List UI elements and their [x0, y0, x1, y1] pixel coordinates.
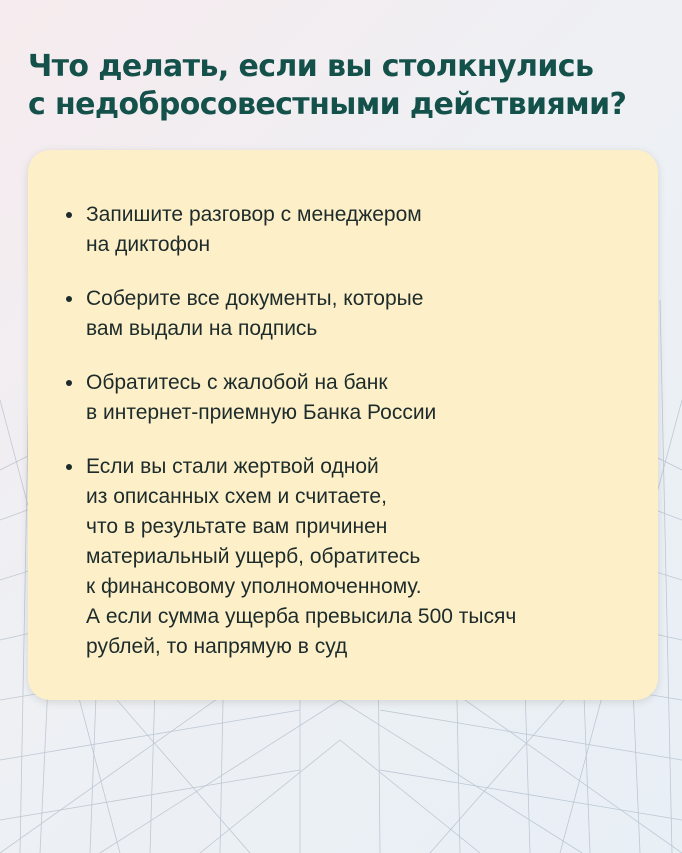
text-line: к финансовому уполномоченному.	[86, 575, 422, 598]
page-title	[28, 48, 668, 124]
page-title-line-2: с недобросовестными действиями?	[28, 87, 627, 122]
text-line: в интернет-приемную Банка России	[86, 401, 437, 424]
text-line: что в результате вам причинен	[86, 515, 388, 538]
list-item-collect-documents	[66, 284, 636, 344]
text-line: на диктофон	[86, 233, 211, 256]
text-line: А если сумма ущерба превысила 500 тысяч	[86, 605, 517, 628]
bullet-icon	[66, 212, 72, 218]
list-item-text	[86, 284, 636, 344]
list-item-record-conversation	[66, 200, 636, 260]
list-item-text	[86, 200, 636, 260]
bullet-icon	[66, 296, 72, 302]
text-line: Соберите все документы, которые	[86, 287, 424, 310]
text-line: из описанных схем и считаете,	[86, 485, 387, 508]
text-line: материальный ущерб, обратитесь	[86, 545, 421, 568]
advice-card	[28, 150, 658, 700]
list-item-text	[86, 452, 636, 662]
bullet-icon	[66, 380, 72, 386]
text-line: рублей, то напрямую в суд	[86, 635, 348, 658]
list-item-financial-ombudsman	[66, 452, 636, 662]
text-line: Если вы стали жертвой одной	[86, 455, 379, 478]
advice-list	[66, 200, 636, 686]
text-line: вам выдали на подпись	[86, 317, 318, 340]
bullet-icon	[66, 464, 72, 470]
list-item-text	[86, 368, 636, 428]
list-item-file-complaint	[66, 368, 636, 428]
page-title-line-1: Что делать, если вы столкнулись	[28, 49, 594, 84]
text-line: Запишите разговор с менеджером	[86, 203, 422, 226]
text-line: Обратитесь с жалобой на банк	[86, 371, 388, 394]
